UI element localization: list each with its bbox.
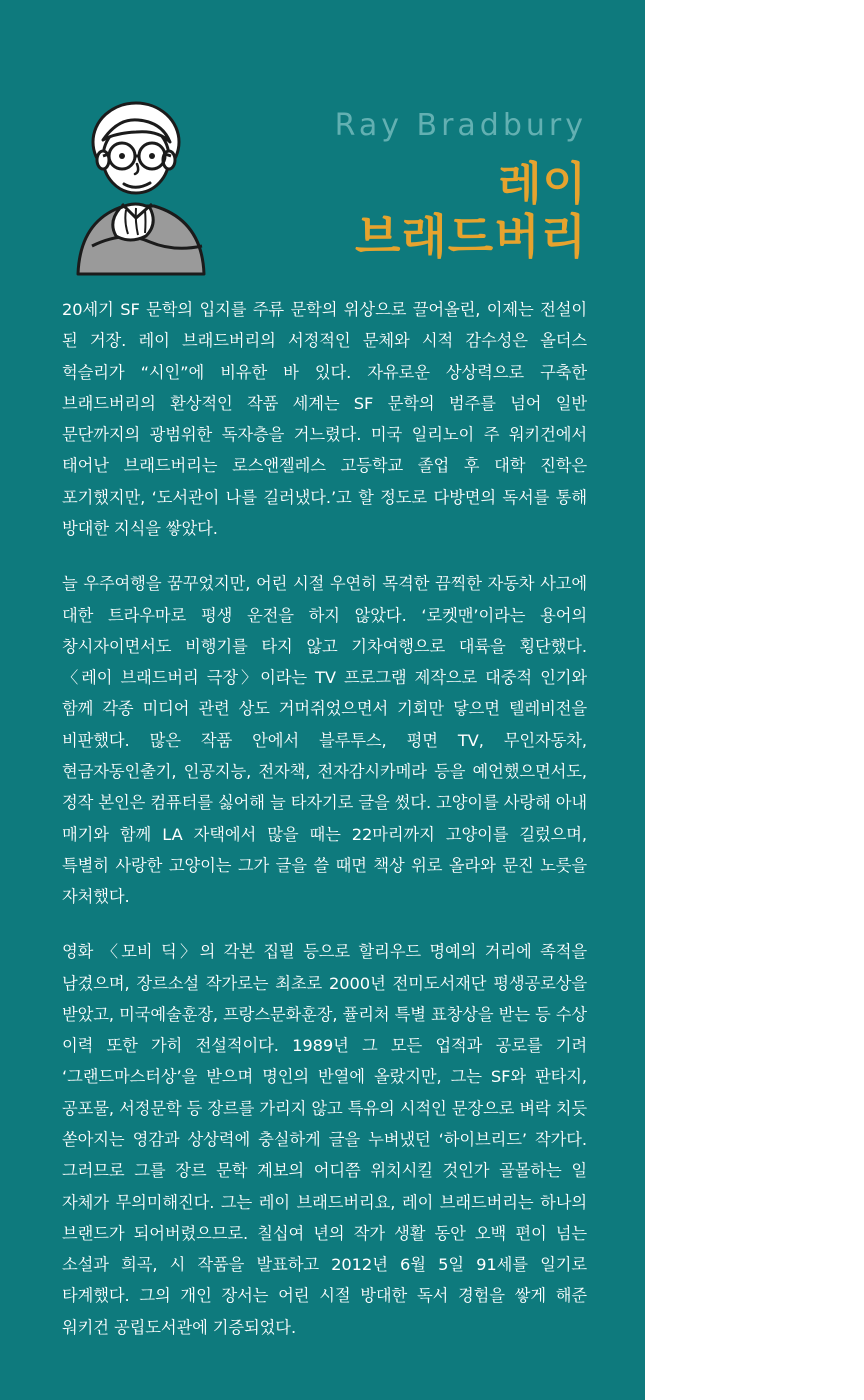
biography-paragraph-1: 20세기 SF 문학의 입지를 주류 문학의 위상으로 끌어올린, 이제는 전설이 된 거장. 레이 브래드버리의 서정적인 문체와 시적 감수성은 올더스 헉슬리가 “시인”에 비유한 바 있다. 자유로운 상상력으로 구축한 브래드버리의 환상적인 작품 세계는 SF 문학의 범주를 넘어 일반 문단까지의 광범위한 독자층을 거느렸다. 미국 일리노이 주 워키건에서 태어난 브래드버리는 로스앤젤레스 고등학교 졸업 후 대학 진학은 포기했지만, ‘도서관이 나를 길러냈다.’고 할 정도로 다방면의 독서를 통해 방대한 지식을 쌓았다. <box>62 300 587 538</box>
author-name-latin: Ray Bradbury <box>334 108 587 143</box>
right-margin-blank <box>645 0 864 1400</box>
biography-paragraph-3: 영화 〈모비 딕〉의 각본 집필 등으로 할리우드 명예의 거리에 족적을 남겼으며, 장르소설 작가로는 최초로 2000년 전미도서재단 평생공로상을 받았고, 미국예술훈장, 프랑스문화훈장, 퓰리처 특별 표창상을 받는 등 수상 이력 또한 가히 전설적이다. 1989년 그 모든 업적과 공로를 기려 ‘그랜드마스터상’을 받으며 명인의 반열에 올랐지만, 그는 SF와 판타지, 공포물, 서정문학 등 장르를 가리지 않고 특유의 시적인 문장으로 벼락 치듯 쏟아지는 영감과 상상력에 충실하게 글을 누벼냈던 ‘하이브리드’ 작가다. 그러므로 그를 장르 문학 계보의 어디쯤 위치시킬 것인가 골몰하는 일 자체가 무의미해진다. 그는 레이 브래드버리요, 레이 브래드버리는 하나의 브랜드가 되어버렸으므로. 칠십여 년의 작가 생활 동안 오백 편이 넘는 소설과 희곡, 시 작품을 발표하고 2012년 6월 5일 91세를 일기로 타계했다. 그의 개인 장서는 어린 시절 방대한 독서 경험을 쌓게 해준 워키건 공립도서관에 기증되었다. <box>62 942 587 1337</box>
author-name-korean-line1: 레이 <box>498 157 587 210</box>
author-name-korean-line2: 브래드버리 <box>354 210 587 266</box>
author-name-korean <box>252 157 587 266</box>
author-portrait-illustration <box>62 96 237 276</box>
profile-header <box>62 90 587 280</box>
biography-paragraph-2: 늘 우주여행을 꿈꾸었지만, 어린 시절 우연히 목격한 끔찍한 자동차 사고에 대한 트라우마로 평생 운전을 하지 않았다. ‘로켓맨’이라는 용어의 창시자이면서도 비행기를 타지 않고 기차여행으로 대륙을 횡단했다. 〈레이 브래드버리 극장〉이라는 TV 프로그램 제작으로 대중적 인기와 함께 각종 미디어 관련 상도 거머쥐었으면서 기회만 닿으면 텔레비전을 비판했다. 많은 작품 안에서 블루투스, 평면 TV, 무인자동차, 현금자동인출기, 인공지능, 전자책, 전자감시카메라 등을 예언했으면서도, 정작 본인은 컴퓨터를 싫어해 늘 타자기로 글을 썼다. 고양이를 사랑해 아내 매기와 함께 LA 자택에서 많을 때는 22마리까지 고양이를 길렀으며, 특별히 사랑한 고양이는 그가 글을 쓸 때면 책상 위로 올라와 문진 노릇을 자처했다. <box>62 574 587 907</box>
author-name-block <box>252 108 587 266</box>
author-biography <box>62 294 587 1343</box>
